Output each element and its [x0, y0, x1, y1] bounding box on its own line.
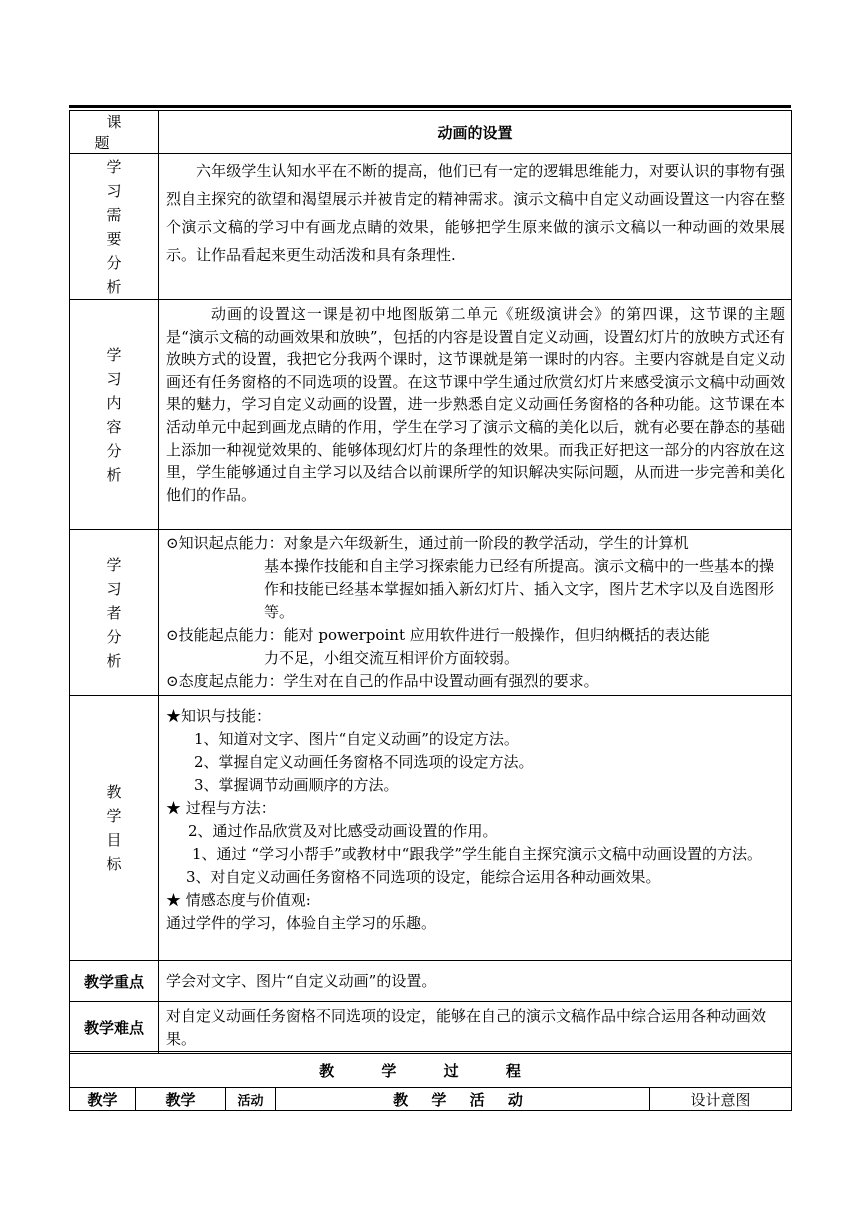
- process-item-2: 1、通过 “学习小帮手”或教材中“跟我学”学生能自主探究演示文稿中动画设置的方法。: [192, 845, 762, 863]
- process-title-row: [70, 1053, 792, 1088]
- header-design-intent: 设计意图: [650, 1088, 792, 1111]
- process-header-row: [70, 1088, 792, 1111]
- needs-row: [70, 154, 792, 300]
- knowledge-item-1: 1、知道对文字、图片“自定义动画”的设定方法。: [194, 730, 519, 748]
- header-stage: 教学: [70, 1088, 136, 1111]
- key-point-row: [70, 961, 792, 1002]
- top-rule: [69, 105, 791, 108]
- knowledge-item-2: 2、掌握自定义动画任务窗格不同选项的设定方法。: [194, 753, 534, 771]
- needs-content: [159, 154, 792, 300]
- header-teaching-activity: 教 学 活 动: [276, 1088, 650, 1111]
- process-method-heading: ★ 过程与方法：: [166, 799, 276, 817]
- learner-label: 学 习 者 分 析: [70, 530, 159, 696]
- lesson-plan-table: [69, 110, 792, 1054]
- objectives-label: 教 学 目 标: [70, 696, 159, 961]
- skill-ability: ⊙技能起点能力：能对 powerpoint 应用软件进行一般操作，但归纳概括的表达能 力不足，小组交流互相评价方面较弱。: [166, 626, 710, 667]
- topic-title: 动画的设置: [159, 111, 792, 154]
- emotion-heading: ★ 情感态度与价值观:: [166, 891, 311, 909]
- header-activity: 活动: [226, 1088, 276, 1111]
- knowledge-item-3: 3、掌握调节动画顺序的方法。: [194, 776, 399, 794]
- process-item-1: 2、通过作品欣赏及对比感受动画设置的作用。: [188, 822, 498, 840]
- key-point-text: 学会对文字、图片“自定义动画”的设置。: [159, 961, 792, 1002]
- topic-row: [70, 111, 792, 154]
- difficulty-text: 对自定义动画任务窗格不同选项的设定，能够在自己的演示文稿作品中综合运用各种动画效果。: [159, 1002, 792, 1054]
- difficulty-row: [70, 1002, 792, 1054]
- learner-row: [70, 530, 792, 696]
- process-item-3: 3、对自定义动画任务窗格不同选项的设定，能综合运用各种动画效果。: [186, 868, 661, 886]
- attitude-ability: ⊙态度起点能力：学生对在自己的作品中设置动画有强烈的要求。: [166, 672, 599, 690]
- difficulty-label: 教学难点: [70, 1002, 159, 1054]
- key-point-label: 教学重点: [70, 961, 159, 1002]
- content-text: 动画的设置这一课是初中地图版第二单元《班级演讲会》的第四课，这节课的主题是“演示文稿的动画效果和放映”，包括的内容是设置自定义动画，设置幻灯片的放映方式还有放映方式的设置，我把它分我两个课时，这节课就是第一课时的内容。主要内容就是自定义动画还有任务窗格的不同选项的设置。在这节课中学生通过欣赏幻灯片来感受演示文稿中动画效果的魅力，学习自定义动画的设置，进一步熟悉自定义动画任务窗格的各种功能。这节课在本活动单元中起到画龙点睛的作用，学生在学习了演示文稿的美化以后，就有必要在静态的基础上添加一种视觉效果的、能够体现幻灯片的条理性的效果。而我正好把这一部分的内容放在这里，学生能够通过自主学习以及结合以前课所学的知识解决实际问题，从而进一步完善和美化他们的作品。: [166, 305, 785, 504]
- objectives-row: [70, 696, 792, 961]
- knowledge-skill-heading: ★知识与技能：: [166, 707, 272, 725]
- needs-label: 学 习 需 要 分 析: [70, 154, 159, 300]
- teaching-process-table: [69, 1051, 792, 1111]
- content-analysis: [159, 300, 792, 530]
- needs-text: 六年级学生认知水平在不断的提高，他们已有一定的逻辑思维能力，对要认识的事物有强烈自主探究的欲望和渴望展示并被肯定的精神需求。演示文稿中自定义动画设置这一内容在整个演示文稿的学习中有画龙点睛的效果，能够把学生原来做的演示文稿以一种动画的效果展示。让作品看起来更生动活泼和具有条理性.: [166, 162, 785, 264]
- content-label: 学 习 内 容 分 析: [70, 300, 159, 530]
- process-title: 教 学 过 程: [70, 1053, 792, 1088]
- content-row: [70, 300, 792, 530]
- knowledge-ability: ⊙知识起点能力：对象是六年级新生，通过前一阶段的教学活动，学生的计算机 基本操作技能和自主学习探索能力已经有所提高。演示文稿中的一些基本的操作和技能已经基本掌握如插入新幻灯片、插入文字，图片艺术字以及自选图形等。: [166, 534, 775, 621]
- topic-label: 课题: [70, 111, 159, 154]
- emotion-item: 通过学件的学习，体验自主学习的乐趣。: [166, 914, 437, 932]
- learner-analysis: [159, 530, 792, 696]
- objectives-content: [159, 696, 792, 961]
- header-content: 教学: [136, 1088, 226, 1111]
